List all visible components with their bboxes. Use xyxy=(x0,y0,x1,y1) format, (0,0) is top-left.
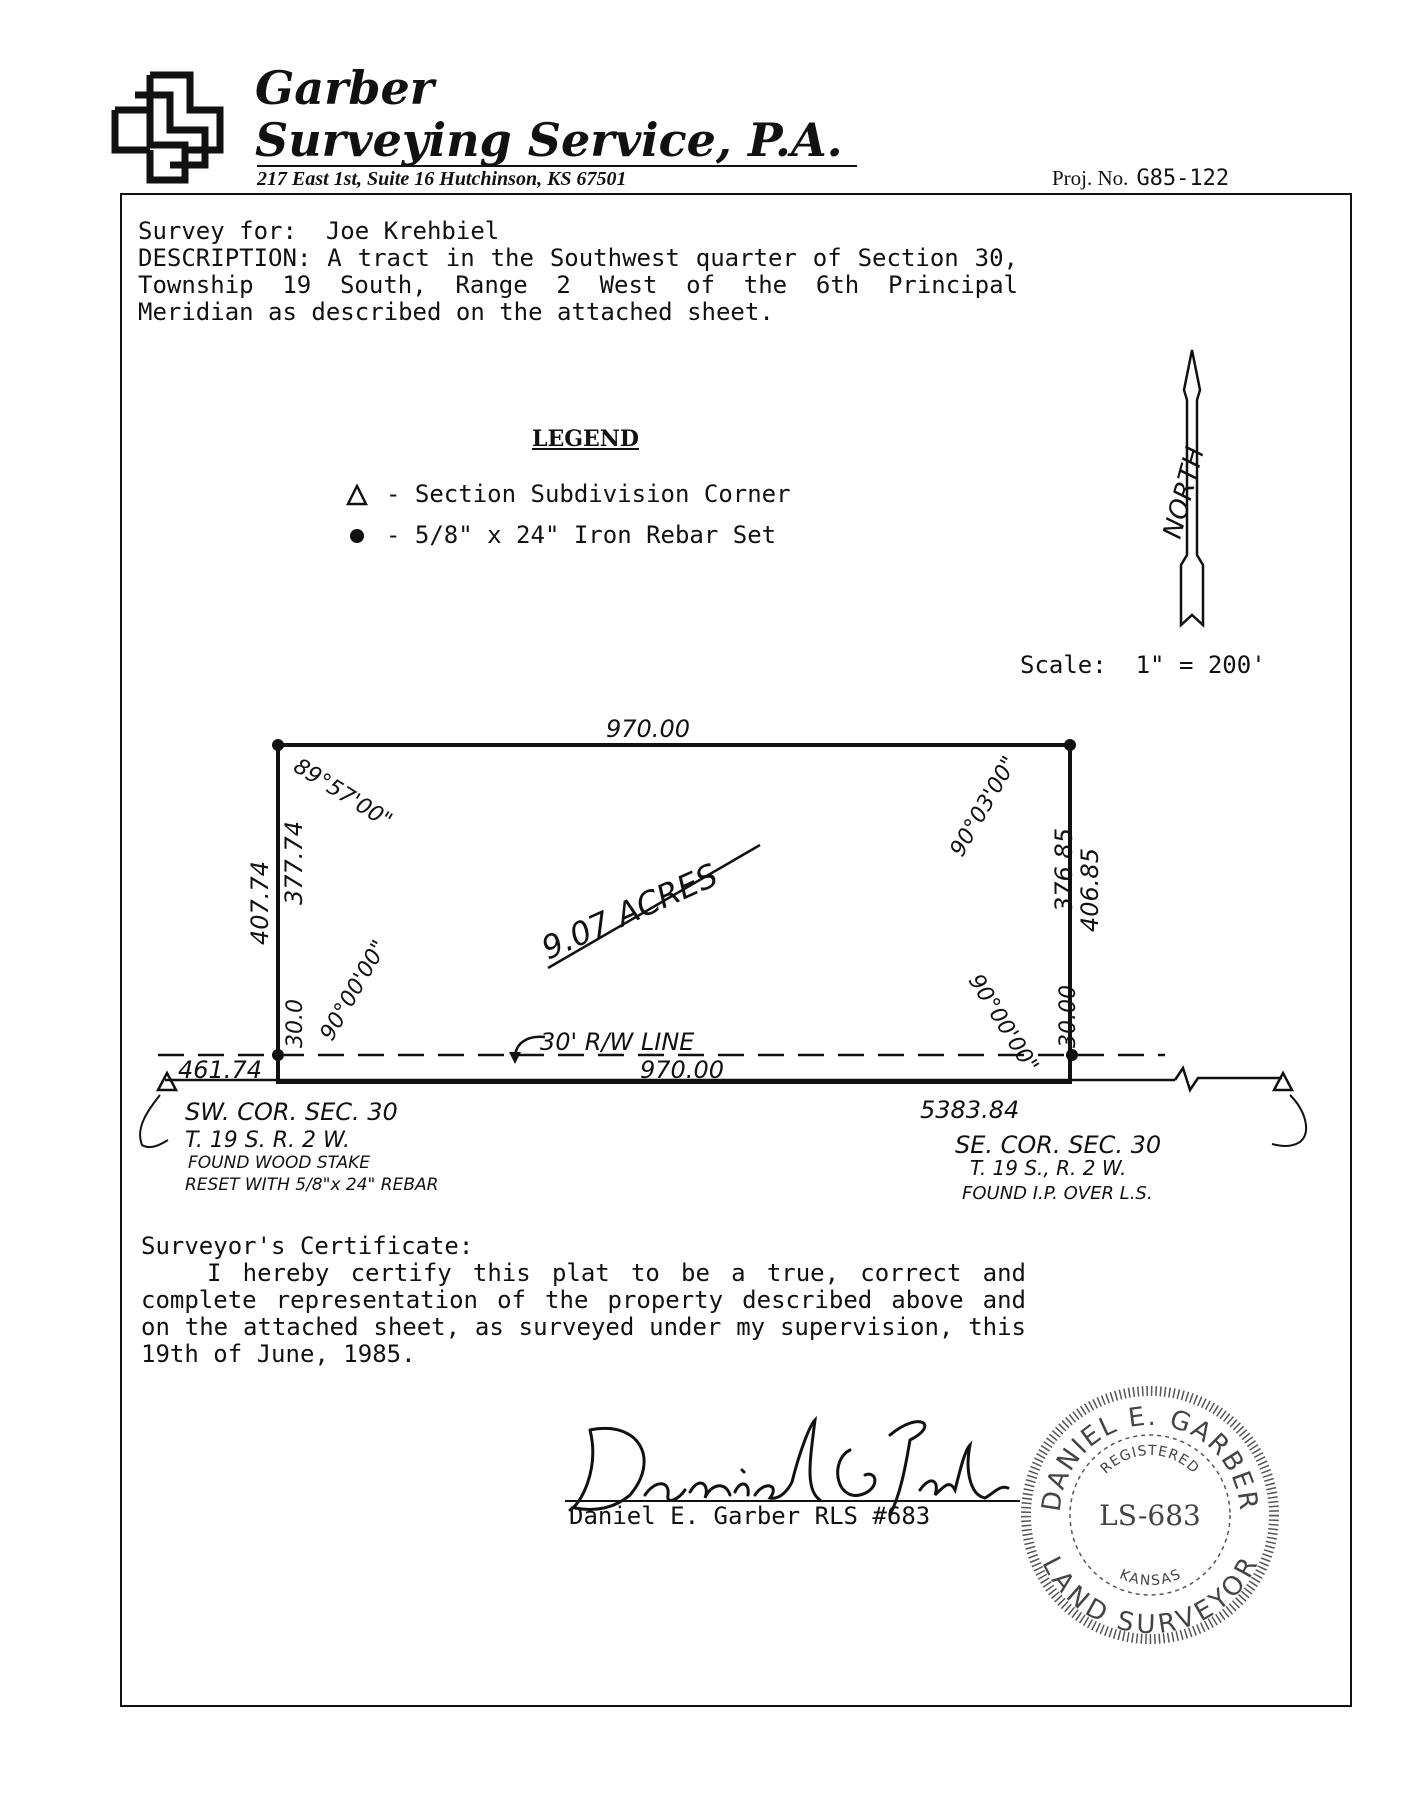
seal-top-text: DANIEL E. GARBER xyxy=(1036,1401,1264,1514)
company-address: 217 East 1st, Suite 16 Hutchinson, KS 67501 xyxy=(257,168,627,190)
se-corner-line2: T. 19 S., R. 2 W. xyxy=(970,1156,1127,1180)
svg-text:LAND SURVEYOR xyxy=(1035,1552,1265,1640)
rebar-dot-icon xyxy=(1064,739,1076,751)
rebar-dot-icon xyxy=(272,1049,284,1061)
sw-corner-line2: T. 19 S. R. 2 W. xyxy=(185,1128,350,1153)
section-distance: 5383.84 xyxy=(920,1096,1020,1124)
north-label: NORTH xyxy=(1157,443,1211,542)
left-outer-distance: 407.74 xyxy=(246,861,274,945)
description: DESCRIPTION: A tract in the Southwest quarter of Section 30, Township 19 South, Range 2 West of the 6th Principal Meridian as described on the attached sheet. xyxy=(138,244,1018,326)
seal-registered: REGISTERED xyxy=(1097,1442,1203,1478)
offset-distance: 461.74 xyxy=(178,1056,262,1084)
project-number-label: Proj. No. xyxy=(1052,166,1129,190)
seal-state: KANSAS xyxy=(1117,1566,1183,1589)
survey-for: Survey for: Joe Krehbiel xyxy=(138,217,500,245)
signer-name: Daniel E. Garber RLS #683 xyxy=(569,1502,931,1530)
se-leader xyxy=(1272,1095,1306,1146)
se-corner-line1: SE. COR. SEC. 30 xyxy=(955,1131,1162,1159)
left-lower-distance: 30.0 xyxy=(283,999,308,1048)
bottom-distance: 970.00 xyxy=(640,1056,724,1084)
legend-item-label: - Section Subdivision Corner xyxy=(386,480,791,508)
se-corner-line3: FOUND I.P. OVER L.S. xyxy=(962,1183,1153,1204)
seal-bottom-text: LAND SURVEYOR xyxy=(1035,1552,1265,1641)
left-inner-distance: 377.74 xyxy=(280,821,308,905)
legend-item-label: - 5/8" x 24" Iron Rebar Set xyxy=(386,521,777,549)
certificate-title: Surveyor's Certificate: xyxy=(141,1232,474,1260)
right-inner-distance: 376.85 xyxy=(1050,828,1078,912)
certificate-body: I hereby certify this plat to be a true, correct and complete representation of the property described above and on the attached sheet, as surveyed under my supervision, this 19th of June, 1985. xyxy=(141,1259,1026,1368)
se-corner-triangle-icon xyxy=(1274,1073,1292,1090)
sw-corner-line4: RESET WITH 5/8"x 24" REBAR xyxy=(185,1175,439,1195)
rw-line-label: 30' R/W LINE xyxy=(540,1028,695,1056)
project-number-value: G85-122 xyxy=(1136,166,1230,191)
rebar-dot-icon xyxy=(272,739,284,751)
svg-text:REGISTERED xyxy=(1098,1443,1203,1477)
area-label: 9.07 ACRES xyxy=(535,855,724,968)
svg-text:KANSAS xyxy=(1117,1566,1182,1588)
top-distance: 970.00 xyxy=(606,715,690,743)
angle-bottom-left: 90°00'00" xyxy=(315,936,393,1045)
seal-license: LS-683 xyxy=(1099,1499,1201,1532)
rebar-dot-icon xyxy=(1066,1049,1078,1061)
right-outer-distance: 406.85 xyxy=(1076,848,1104,932)
sw-corner-triangle-icon xyxy=(158,1073,176,1090)
sw-corner-line1: SW. COR. SEC. 30 xyxy=(185,1098,398,1126)
section-line-break xyxy=(1175,1068,1282,1090)
angle-top-left: 89°57'00" xyxy=(288,753,397,834)
angle-bottom-right: 90°00'00" xyxy=(962,969,1044,1078)
legend-title: LEGEND xyxy=(532,426,639,452)
angle-top-right: 90°03'00" xyxy=(945,752,1023,861)
sw-corner-line3: FOUND WOOD STAKE xyxy=(188,1153,371,1173)
company-name-line2: Surveying Service, P.A. xyxy=(255,113,843,167)
scale: Scale: 1" = 200' xyxy=(1020,651,1266,679)
rw-arrow-icon xyxy=(509,1052,521,1064)
right-lower-distance: 30.00 xyxy=(1056,985,1081,1048)
company-name-line1: Garber xyxy=(255,61,434,115)
surveyor-seal xyxy=(1020,1385,1280,1645)
sw-leader xyxy=(140,1095,168,1147)
